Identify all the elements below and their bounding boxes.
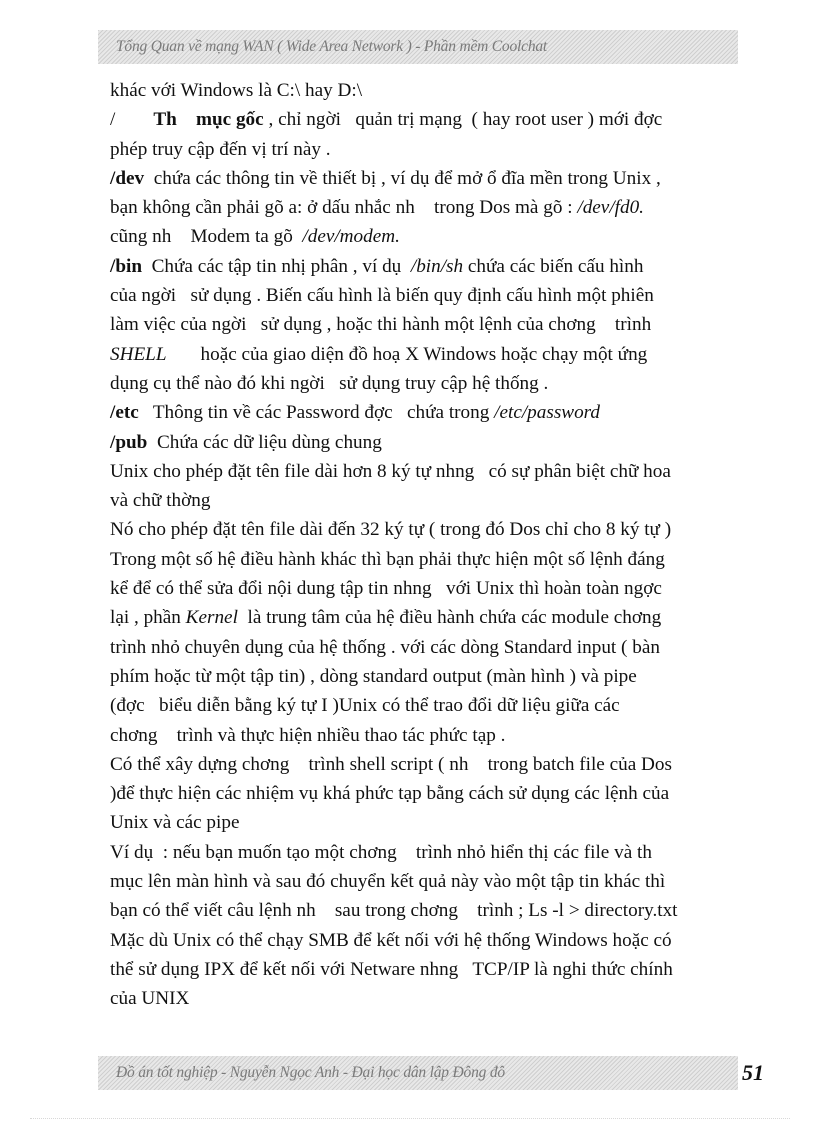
text-line: cũng nh Modem ta gõ /dev/modem. — [110, 226, 400, 248]
text-line: /bin Chứa các tập tin nhị phân , ví dụ /bin/sh chứa các biến cấu hình — [110, 255, 644, 277]
term-etc: /etc — [110, 402, 139, 424]
text-line: Unix và các pipe — [110, 812, 240, 834]
page-body — [110, 76, 770, 1014]
text-line: làm việc của ngời sử dụng , hoặc thi hành một lệnh của chơng trình — [110, 314, 652, 336]
text-line: phép truy cập đến vị trí này . — [110, 138, 331, 160]
text-line: mục lên màn hình và sau đó chuyển kết quả này vào một tập tin khác thì — [110, 871, 666, 893]
text-line: phím hoặc từ một tập tin) , dòng standard output (màn hình ) và pipe — [110, 665, 637, 687]
footer-band — [98, 1056, 738, 1090]
header-band — [98, 30, 738, 64]
text-line: Ví dụ : nếu bạn muốn tạo một chơng trình nhỏ hiển thị các file và th — [110, 841, 652, 863]
text-line: )để thực hiện các nhiệm vụ khá phức tạp bằng cách sử dụng các lệnh của — [110, 783, 670, 805]
text-line: / Th mục gốc , chỉ ngời quản trị mạng ( hay root user ) mới đợc — [110, 109, 663, 131]
text-line: Unix cho phép đặt tên file dài hơn 8 ký tự nhng có sự phân biệt chữ hoa — [110, 460, 671, 482]
text-line: của ngời sử dụng . Biến cấu hình là biến quy định cấu hình một phiên — [110, 285, 654, 307]
text-line: và chữ thờng — [110, 490, 211, 512]
text-line: bạn không cần phải gõ a: ở dấu nhắc nh trong Dos mà gõ : /dev/fd0. — [110, 197, 644, 219]
text-line: Mặc dù Unix có thể chạy SMB để kết nối với hệ thống Windows hoặc có — [110, 929, 672, 951]
text-line: trình nhỏ chuyên dụng của hệ thống . với các dòng Standard input ( bàn — [110, 636, 660, 658]
footer-running-title: Đồ án tốt nghiệp - Nguyễn Ngọc Anh - Đại học dân lập Đông đô — [116, 1064, 505, 1081]
page-number: 51 — [742, 1060, 764, 1085]
text-line: bạn có thể viết câu lệnh nh sau trong chơng trình ; Ls -l > directory.txt — [110, 900, 678, 922]
text-line: Nó cho phép đặt tên file dài đến 32 ký tự ( trong đó Dos chỉ cho 8 ký tự ) — [110, 519, 672, 541]
text-line: chơng trình và thực hiện nhiều thao tác phức tạp . — [110, 724, 506, 746]
page-edge-rule — [30, 1118, 790, 1119]
text-line: của UNIX — [110, 988, 190, 1010]
text-line: (đợc biểu diễn bằng ký tự I )Unix có thể trao đổi dữ liệu giữa các — [110, 695, 620, 717]
term-pub: /pub — [110, 431, 148, 453]
text-line: /pub Chứa các dữ liệu dùng chung — [110, 431, 382, 453]
text-line: /etc Thông tin về các Password đợc chứa trong /etc/password — [110, 402, 601, 424]
term-dev: /dev — [110, 167, 145, 189]
text-line: SHELL hoặc của giao diện đồ hoạ X Windows hoặc chạy một ứng — [110, 343, 648, 365]
text-line: lại , phần Kernel là trung tâm của hệ điều hành chứa các module chơng — [110, 607, 662, 629]
text-line: Có thể xây dựng chơng trình shell script ( nh trong batch file của Dos — [110, 753, 672, 775]
text-line: khác với Windows là C:\ hay D:\ — [110, 80, 363, 101]
header-running-title: Tổng Quan về mạng WAN ( Wide Area Network ) - Phần mềm Coolchat — [116, 38, 548, 55]
text-line: dụng cụ thể nào đó khi ngời sử dụng truy cập hệ thống . — [110, 372, 549, 394]
text-line: Trong một số hệ điều hành khác thì bạn phải thực hiện một số lệnh đáng — [110, 548, 665, 570]
term-bin: /bin — [110, 255, 143, 277]
text-line: thể sử dụng IPX để kết nối với Netware nhng TCP/IP là nghi thức chính — [110, 958, 673, 980]
term-root-dir: Th mục gốc — [153, 109, 264, 131]
text-line: /dev chứa các thông tin về thiết bị , ví dụ để mở ổ đĩa mền trong Unix , — [110, 167, 661, 189]
text-line: kể để có thể sửa đổi nội dung tập tin nhng với Unix thì hoàn toàn ngợc — [110, 578, 662, 600]
